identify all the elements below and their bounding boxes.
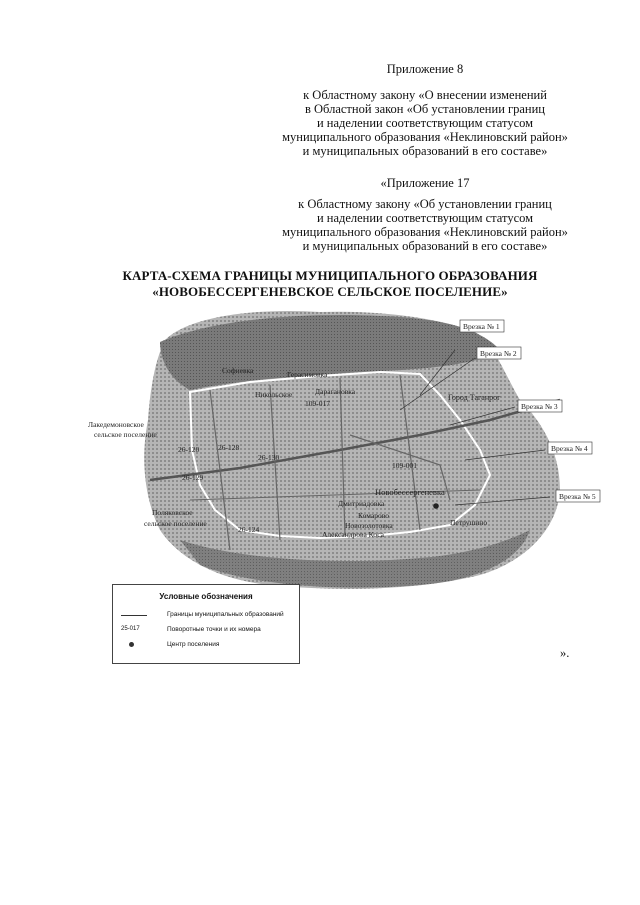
place-lakedemon-2: сельское поселение bbox=[94, 430, 157, 439]
inset-5-label: Врезка № 5 bbox=[559, 492, 596, 501]
header1-line: муниципального образования «Неклиновский район» bbox=[282, 130, 568, 144]
point-number-symbol: 25-017 bbox=[121, 626, 140, 632]
closing-quote: ». bbox=[560, 646, 570, 660]
header1-line: и наделении соответствующим статусом bbox=[316, 116, 534, 130]
place-nikolskoe: Никольское bbox=[255, 390, 293, 399]
inset-2-label: Врезка № 2 bbox=[480, 349, 517, 358]
place-daraganovka: Дарагановка bbox=[315, 387, 356, 396]
point-label: 109-001 bbox=[392, 461, 417, 470]
inset-4-label: Врезка № 4 bbox=[551, 444, 588, 453]
legend-title: Условные обозначения bbox=[159, 592, 253, 601]
place-polyakov-2: сельское поселение bbox=[144, 519, 207, 528]
place-dmitriadovka: Дмитриадовка bbox=[338, 499, 385, 508]
place-aleksandrova-kosa: Александрова Коса bbox=[322, 530, 384, 539]
settlement-center-marker bbox=[433, 503, 439, 509]
map-title-line2: «НОВОБЕССЕРГЕНЕВСКОЕ СЕЛЬСКОЕ ПОСЕЛЕНИЕ» bbox=[152, 284, 508, 299]
header2-line: и муниципальных образований в его составе» bbox=[302, 239, 548, 253]
place-lakedemon: Лакедемоновское bbox=[88, 420, 144, 429]
header2-line: муниципального образования «Неклиновский район» bbox=[282, 225, 568, 239]
place-polyakov: Поляковское bbox=[152, 508, 193, 517]
legend-label: Границы муниципальных образований bbox=[167, 611, 284, 618]
header2-line: к Областному закону «Об установлении границ bbox=[298, 197, 552, 211]
place-komarovo: Комарово bbox=[358, 511, 389, 520]
inset-3-label: Врезка № 3 bbox=[521, 402, 558, 411]
point-label: 26-130 bbox=[258, 453, 280, 462]
boundary-map bbox=[88, 300, 620, 600]
place-petrushino: Петрушино bbox=[450, 518, 488, 527]
place-sofievka: Софиевка bbox=[222, 366, 254, 375]
map-title bbox=[60, 268, 600, 300]
point-label: 26-129 bbox=[182, 473, 204, 482]
point-label: 26-128 bbox=[218, 443, 240, 452]
settlement-center-icon bbox=[129, 642, 134, 647]
legend-label: Центр поселения bbox=[167, 641, 220, 648]
place-gerasimovka: Герасимовка bbox=[287, 370, 328, 379]
point-label: 26-120 bbox=[178, 445, 200, 454]
place-taganrog: Город Таганрог bbox=[448, 393, 501, 402]
legend-label: Поворотные точки и их номера bbox=[167, 626, 261, 633]
map-legend bbox=[112, 584, 300, 664]
header1-line: к Областному закону «О внесении изменений bbox=[303, 88, 547, 102]
inset-1-label: Врезка № 1 bbox=[463, 322, 500, 331]
boundary-line-symbol bbox=[121, 615, 147, 616]
map-title-line1: КАРТА-СХЕМА ГРАНИЦЫ МУНИЦИПАЛЬНОГО ОБРАЗОВАНИЯ bbox=[122, 268, 538, 283]
point-label: 26-124 bbox=[238, 525, 260, 534]
appendix-8-header bbox=[250, 62, 600, 158]
map-svg bbox=[88, 300, 620, 600]
header1-line: в Областной закон «Об установлении границ bbox=[304, 102, 545, 116]
place-novozolotovka: Новозолотовка bbox=[345, 521, 393, 530]
header1-line: и муниципальных образований в его составе» bbox=[302, 144, 548, 158]
appendix-17-label: «Приложение 17 bbox=[380, 176, 470, 190]
header2-line: и наделении соответствующим статусом bbox=[316, 211, 534, 225]
appendix-17-header bbox=[250, 176, 600, 253]
point-label: 109-017 bbox=[305, 399, 330, 408]
place-novobessergenevka: Новобессергеневка bbox=[375, 487, 445, 497]
appendix-8-label: Приложение 8 bbox=[386, 62, 464, 76]
